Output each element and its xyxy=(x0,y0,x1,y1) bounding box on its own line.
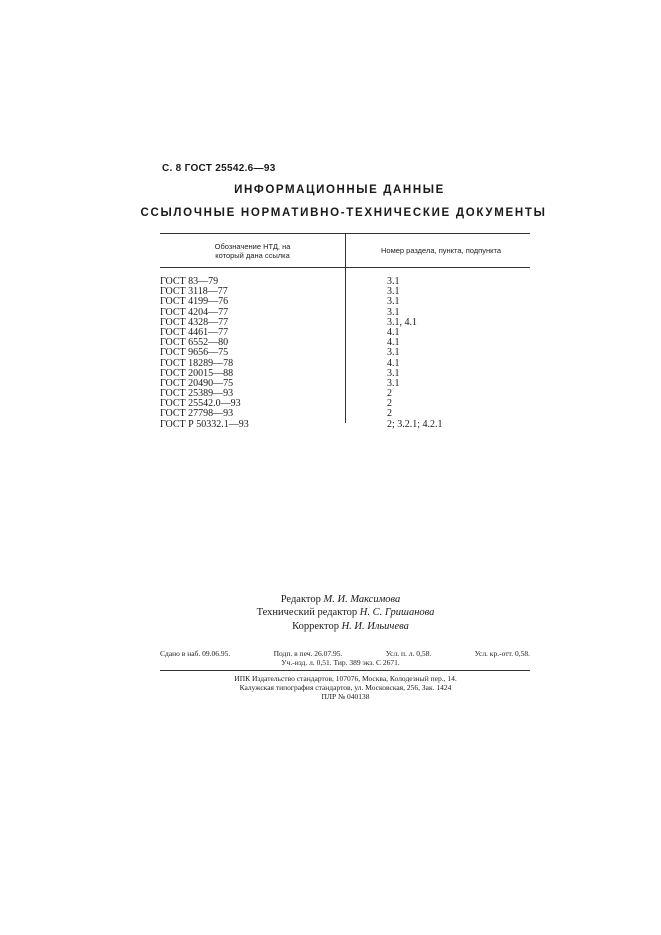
section-number: 2; 3.2.1; 4.2.1 xyxy=(387,418,443,430)
document-code: ГОСТ 4461—77 xyxy=(160,326,229,338)
section-number: 3.1 xyxy=(387,306,400,318)
section-number: 3.1 xyxy=(387,377,400,389)
section-number: 2 xyxy=(387,408,392,420)
license-number: ПЛР № 040138 xyxy=(321,692,370,701)
tech-editor-name: Н. С. Гришанова xyxy=(359,607,435,618)
print-submitted: Сдано в наб. 09.06.95. xyxy=(160,649,231,658)
column-header-document-line1: Обозначение НТД, на xyxy=(214,242,291,251)
print-sheets: Усл. п. л. 0,58. xyxy=(385,649,432,658)
tech-editor-role: Технический редактор xyxy=(256,607,358,618)
table-body xyxy=(160,277,530,430)
editor-line xyxy=(0,594,661,605)
column-header-document-line2: который дана ссылка xyxy=(215,251,290,260)
tech-editor-line xyxy=(0,607,661,618)
document-code: ГОСТ 9656—75 xyxy=(160,347,229,359)
document-code: ГОСТ 4328—77 xyxy=(160,316,229,328)
corrector-line xyxy=(0,621,661,632)
print-color: Усл. кр.-отт. 0,58. xyxy=(474,649,530,658)
document-code: ГОСТ 83—79 xyxy=(160,276,219,287)
document-code: ГОСТ Р 50332.1—93 xyxy=(160,418,249,430)
section-number: 3.1 xyxy=(387,367,400,379)
section-number: 2 xyxy=(387,398,392,410)
section-number: 3.1 xyxy=(387,347,400,359)
document-code: ГОСТ 6552—80 xyxy=(160,337,229,349)
section-number: 3.1 xyxy=(387,286,400,298)
document-code: ГОСТ 4204—77 xyxy=(160,306,229,318)
section-number: 4.1 xyxy=(387,357,400,369)
section-number: 4.1 xyxy=(387,337,400,349)
document-code: ГОСТ 27798—93 xyxy=(160,408,234,420)
document-code: ГОСТ 3118—77 xyxy=(160,286,228,298)
column-header-document xyxy=(160,242,345,260)
corrector-role: Корректор xyxy=(292,621,339,632)
table-row xyxy=(160,348,530,358)
print-info-line xyxy=(160,649,530,658)
document-code: ГОСТ 25389—93 xyxy=(160,388,234,400)
document-code: ГОСТ 20490—75 xyxy=(160,377,234,389)
section-number: 3.1 xyxy=(387,276,400,287)
column-header-section: Номер раздела, пункта, подпункта xyxy=(380,246,501,255)
editor-name: М. И. Максимова xyxy=(323,594,401,605)
section-number: 2 xyxy=(387,388,392,400)
publisher-rule xyxy=(160,670,530,671)
page-header: С. 8 ГОСТ 25542.6—93 xyxy=(162,163,276,174)
section-number: 3.1 xyxy=(387,296,400,308)
table-row xyxy=(160,420,530,430)
print-signed: Подп. в печ. 26.07.95. xyxy=(273,649,343,658)
section-number: 3.1, 4.1 xyxy=(387,316,417,328)
document-code: ГОСТ 20015—88 xyxy=(160,367,234,379)
corrector-name: Н. И. Ильичева xyxy=(341,621,409,632)
document-code: ГОСТ 25542.0—93 xyxy=(160,398,241,410)
section-title: ССЫЛОЧНЫЕ НОРМАТИВНО-ТЕХНИЧЕСКИЕ ДОКУМЕНТЫ xyxy=(140,207,547,219)
reference-table xyxy=(160,233,530,430)
document-title: ИНФОРМАЦИОННЫЕ ДАННЫЕ xyxy=(234,184,445,196)
publisher-address: ИПК Издательство стандартов, 107076, Москва, Колодезный пер., 14. xyxy=(234,674,457,683)
document-code: ГОСТ 4199—76 xyxy=(160,296,229,308)
printing-house: Калужская типография стандартов, ул. Московская, 256, Зак. 1424 xyxy=(239,683,452,692)
print-info-edition: Уч.-изд. л. 0,51. Тир. 389 экз. С 2671. xyxy=(281,658,400,667)
document-code: ГОСТ 18289—78 xyxy=(160,357,234,369)
editor-role: Редактор xyxy=(280,594,321,605)
section-number: 4.1 xyxy=(387,326,400,338)
